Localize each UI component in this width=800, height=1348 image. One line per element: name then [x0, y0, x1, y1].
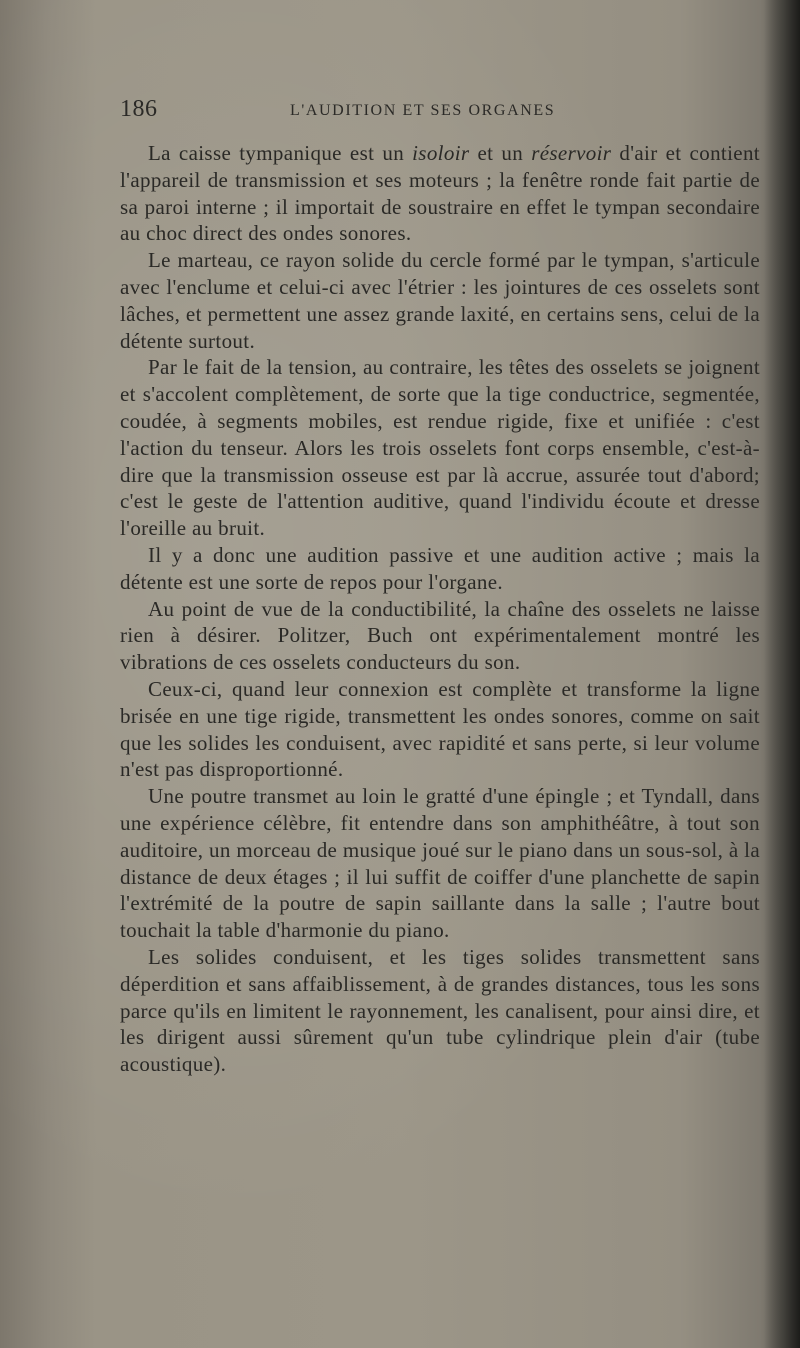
- body-text: [120, 140, 760, 1078]
- paragraph-6: Ceux-ci, quand leur connexion est complète et transforme la ligne brisée en une tige rigide, transmettent les ondes sonores, comme on sait que les solides les conduisent, avec rapidité et sans perte, si leur volume n'est pas disproportionné.: [120, 676, 760, 782]
- paragraph-4: Il y a donc une audition passive et une audition active ; mais la détente est une sorte de repos pour l'organe.: [120, 542, 760, 594]
- running-title: L'AUDITION ET SES ORGANES: [290, 102, 556, 119]
- paragraph-1-text-c: d'air et contient l'appareil de transmission et ses moteurs ; la fenêtre ronde fait partie de sa paroi interne ; il importait de soustraire en effet le tympan secondaire au choc direct des ondes sonores.: [120, 141, 760, 246]
- paragraph-1-text-b: et un: [469, 141, 532, 165]
- paragraph-5: Au point de vue de la conductibilité, la chaîne des osselets ne laisse rien à désirer. Politzer, Buch ont expérimentalement montré les vibrations de ces osselets conducteurs du son.: [120, 596, 760, 675]
- term-reservoir: réservoir: [531, 141, 612, 165]
- paragraph-1: [120, 140, 760, 247]
- running-head: [120, 96, 760, 126]
- paragraph-1-text-a: La caisse tympanique est un: [148, 141, 413, 165]
- page-edge-shadow: [764, 0, 800, 1348]
- paragraph-2: Le marteau, ce rayon solide du cercle formé par le tympan, s'articule avec l'enclume et celui-ci avec l'étrier : les jointures de ces osselets sont lâches, et permettent une assez grande laxité, en certains sens, celui de la détente surtout.: [120, 248, 760, 353]
- term-isoloir: isoloir: [412, 141, 470, 165]
- paragraph-7: Une poutre transmet au loin le gratté d'une épingle ; et Tyndall, dans une expérience célèbre, fit entendre dans son amphithéâtre, à tout son auditoire, un morceau de musique joué sur le piano dans un sous-sol, à la distance de deux étages ; il lui suffit de coiffer d'une planchette de sapin l'extrémité de la poutre de sapin saillante dans la salle ; l'autre bout touchait la table d'harmonie du piano.: [120, 784, 760, 943]
- paragraph-3: Par le fait de la tension, au contraire, les têtes des osselets se joignent et s'accolent complètement, de sorte que la tige conductrice, segmentée, coudée, à segments mobiles, est rendue rigide, fixe et unifiée : c'est l'action du tenseur. Alors les trois osselets font corps ensemble, c'est-à-dire que la transmission osseuse est par là accrue, assurée tout d'abord; c'est le geste de l'attention auditive, quand l'individu écoute et dresse l'oreille au bruit.: [120, 355, 760, 541]
- page-number: 186: [120, 96, 158, 122]
- paragraph-8: Les solides conduisent, et les tiges solides transmettent sans déperdition et sans affaiblissement, à de grandes distances, tous les sons parce qu'ils en limitent le rayonnement, les canalisent, pour ainsi dire, et les dirigent aussi sûrement qu'un tube cylindrique plein d'air (tube acoustique).: [120, 944, 760, 1077]
